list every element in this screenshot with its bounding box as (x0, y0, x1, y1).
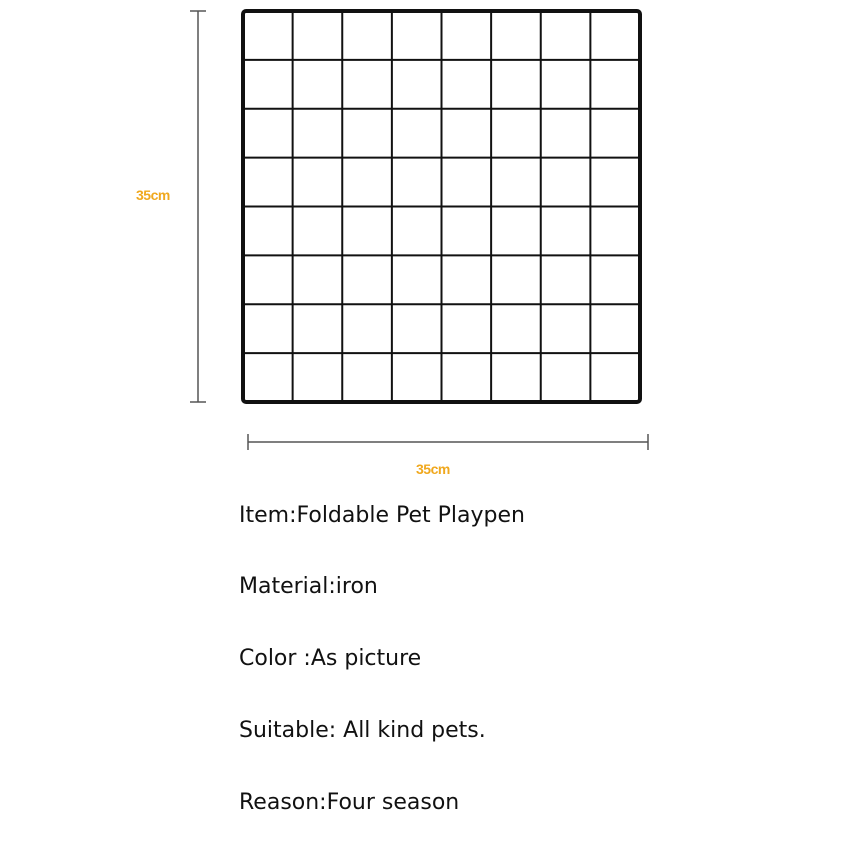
height-dimension-label: 35cm (136, 187, 170, 203)
spec-color: Color :As picture (239, 646, 422, 671)
wire-grid-panel (243, 11, 640, 402)
width-dimension-label: 35cm (416, 461, 450, 477)
spec-material: Material:iron (239, 574, 378, 599)
height-dimension-line (190, 11, 206, 402)
spec-reason: Reason:Four season (239, 790, 460, 815)
width-dimension-line (248, 434, 648, 450)
spec-item: Item:Foldable Pet Playpen (239, 503, 525, 528)
spec-suitable: Suitable: All kind pets. (239, 718, 486, 743)
